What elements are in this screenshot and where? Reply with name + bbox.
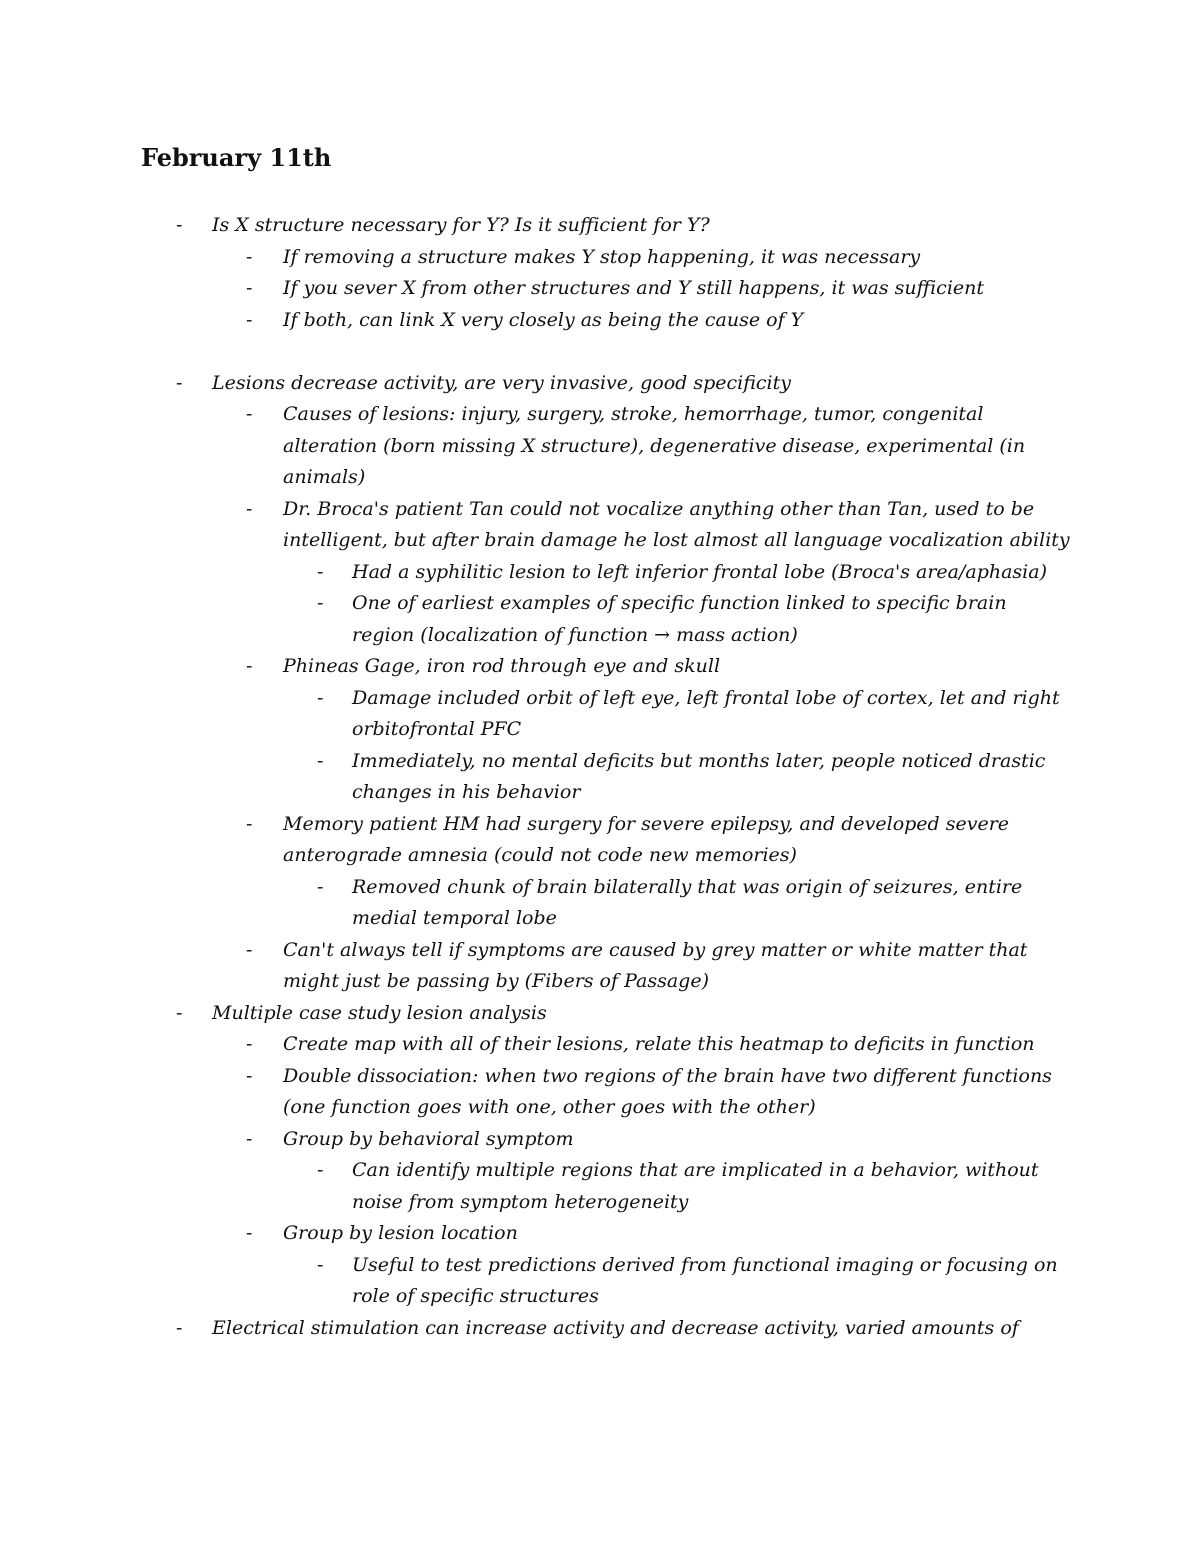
bullet-dash-icon: - — [317, 1253, 324, 1276]
list-item — [0, 242, 1200, 274]
list-item-text: If you sever X from other structures and Y still happens, it was sufficient — [283, 277, 985, 299]
bullet-dash-icon: - — [246, 308, 253, 331]
list-item — [0, 1061, 1200, 1124]
list-item-text: If both, can link X very closely as being the cause of Y — [283, 308, 804, 331]
bullet-dash-icon: - — [246, 497, 253, 520]
bullet-dash-icon: - — [317, 686, 324, 709]
bullet-dash-icon: - — [246, 1127, 253, 1150]
list-item — [0, 557, 1200, 589]
list-item — [0, 1250, 1200, 1313]
bullet-dash-icon: - — [246, 1064, 253, 1087]
list-item-text: Immediately, no mental deficits but months later, people noticed drastic changes in his behavior — [352, 749, 1046, 803]
list-item-text: Double dissociation: when two regions of the brain have two different functions (one function goes with one, other goes with the other) — [283, 1064, 1052, 1118]
bullet-dash-icon: - — [317, 875, 324, 898]
bullet-dash-icon: - — [176, 1001, 183, 1024]
list-item — [0, 1029, 1200, 1061]
bullet-dash-icon: - — [176, 371, 183, 394]
list-item-text: Group by behavioral symptom — [283, 1127, 574, 1150]
bullet-dash-icon: - — [176, 1316, 183, 1339]
list-item-text: Damage included orbit of left eye, left frontal lobe of cortex, let and right orbitofrontal PFC — [352, 686, 1060, 740]
list-item-text: Is X structure necessary for Y? Is it sufficient for Y? — [212, 214, 710, 236]
notes-list — [0, 210, 1200, 1344]
bullet-dash-icon: - — [246, 655, 253, 677]
list-item-text: Can identify multiple regions that are implicated in a behavior, without noise from symptom heterogeneity — [352, 1159, 1039, 1213]
bullet-dash-icon: - — [246, 812, 253, 835]
list-item-text: Useful to test predictions derived from functional imaging or focusing on role of specific structures — [352, 1253, 1058, 1307]
list-item-text: Create map with all of their lesions, relate this heatmap to deficits in function — [283, 1033, 1035, 1055]
list-item-text: Multiple case study lesion analysis — [212, 1001, 547, 1024]
list-item — [0, 210, 1200, 242]
list-item — [0, 998, 1200, 1030]
bullet-dash-icon: - — [176, 214, 183, 236]
list-item-text: Electrical stimulation can increase activity and decrease activity, varied amounts of — [212, 1316, 1019, 1339]
list-item — [0, 746, 1200, 809]
list-item — [0, 651, 1200, 683]
list-item — [0, 809, 1200, 872]
list-item — [0, 1124, 1200, 1156]
list-item — [0, 872, 1200, 935]
bullet-dash-icon: - — [246, 1222, 253, 1244]
bullet-dash-icon: - — [246, 938, 253, 961]
list-item — [0, 683, 1200, 746]
list-item — [0, 588, 1200, 651]
list-item — [0, 368, 1200, 400]
list-item — [0, 273, 1200, 305]
list-item — [0, 1155, 1200, 1218]
bullet-dash-icon: - — [246, 1033, 253, 1055]
list-item-text: Dr. Broca's patient Tan could not vocalize anything other than Tan, used to be intelligent, but after brain damage he lost almost all language vocalization ability — [283, 497, 1070, 551]
list-item-text: Group by lesion location — [283, 1222, 518, 1244]
list-item-text: If removing a structure makes Y stop happening, it was necessary — [283, 245, 921, 268]
list-item-text: Removed chunk of brain bilaterally that was origin of seizures, entire medial temporal lobe — [352, 875, 1023, 929]
bullet-dash-icon: - — [246, 403, 253, 425]
list-item — [0, 935, 1200, 998]
list-item-text: Had a syphilitic lesion to left inferior frontal lobe (Broca's area/aphasia) — [352, 560, 1048, 583]
blank-line — [0, 336, 1200, 368]
list-item — [0, 1218, 1200, 1250]
bullet-dash-icon: - — [246, 277, 253, 299]
bullet-dash-icon: - — [317, 560, 324, 583]
bullet-dash-icon: - — [246, 245, 253, 268]
page-title: February 11th — [141, 143, 332, 172]
list-item-text: Causes of lesions: injury, surgery, stroke, hemorrhage, tumor, congenital alteration (born missing X structure), degenerative disease, experimental (in animals) — [283, 403, 1026, 488]
bullet-dash-icon: - — [317, 592, 324, 614]
list-item — [0, 399, 1200, 494]
bullet-dash-icon: - — [317, 1159, 324, 1181]
list-item-text: Memory patient HM had surgery for severe epilepsy, and developed severe anterograde amnesia (could not code new memories) — [283, 812, 1010, 866]
list-item-text: Lesions decrease activity, are very invasive, good specificity — [212, 371, 791, 394]
list-item-text: Can't always tell if symptoms are caused by grey matter or white matter that might just be passing by (Fibers of Passage) — [283, 938, 1028, 992]
list-item — [0, 305, 1200, 337]
list-item-text: One of earliest examples of specific function linked to specific brain region (localization of function → mass action) — [352, 592, 1007, 646]
bullet-dash-icon: - — [317, 749, 324, 772]
list-item — [0, 1313, 1200, 1345]
list-item-text: Phineas Gage, iron rod through eye and skull — [283, 655, 721, 677]
list-item — [0, 494, 1200, 557]
